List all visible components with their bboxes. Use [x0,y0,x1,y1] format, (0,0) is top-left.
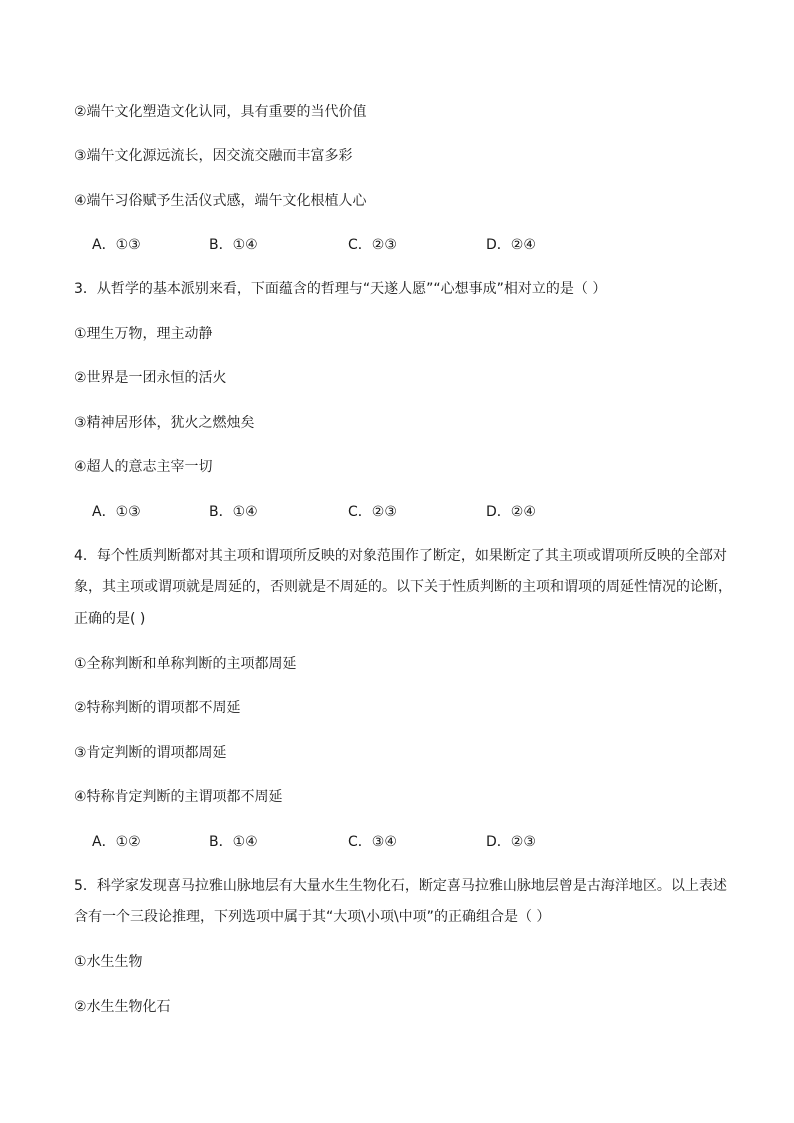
q4-item-2: ②特称判断的谓项都不周延 [74,700,241,716]
q4-stem-line-2: 象，其主项或谓项就是周延的，否则就是不周延的。以下关于性质判断的主项和谓项的周延性情况的论断， [74,579,732,595]
q4-options [92,831,712,853]
q5-item-1: ①水生生物 [74,954,143,970]
q5-item-2: ②水生生物化石 [74,999,171,1015]
q4-option-a: A．①② [92,834,141,850]
q3-options [92,501,712,523]
q4-stem-line-3: 正确的是( ) [74,611,146,627]
q4-option-b: B．①④ [209,834,258,850]
q4-option-c: C．③④ [348,834,397,850]
q3-option-a: A．①③ [92,504,141,520]
q4-stem-line-1: 4．每个性质判断都对其主项和谓项所反映的对象范围作了断定，如果断定了其主项或谓项所反映的全部对 [74,548,727,564]
q5-stem-line-1: 5．科学家发现喜马拉雅山脉地层有大量水生生物化石，断定喜马拉雅山脉地层曾是古海洋地区。以上表述 [74,878,727,894]
q3-item-4: ④超人的意志主宰一切 [74,459,213,475]
q3-option-d: D．②④ [486,504,536,520]
q3-stem: 3．从哲学的基本派别来看，下面蕴含的哲理与“天遂人愿”“心想事成”相对立的是（ ） [74,281,607,297]
q2-option-c: C．②③ [348,237,397,253]
q4-item-3: ③肯定判断的谓项都周延 [74,745,227,761]
q2-item-4: ④端午习俗赋予生活仪式感，端午文化根植人心 [74,193,367,209]
q2-item-2: ②端午文化塑造文化认同，具有重要的当代价值 [74,104,367,120]
q2-options [92,234,712,256]
q2-option-a: A．①③ [92,237,141,253]
q3-item-3: ③精神居形体，犹火之燃烛矣 [74,415,255,431]
q4-option-d: D．②③ [486,834,536,850]
q3-option-b: B．①④ [209,504,258,520]
q2-option-d: D．②④ [486,237,536,253]
q4-item-1: ①全称判断和单称判断的主项都周延 [74,656,297,672]
q5-stem-line-2: 含有一个三段论推理，下列选项中属于其“大项\小项\中项”的正确组合是（ ） [74,909,551,925]
q2-item-3: ③端午文化源远流长，因交流交融而丰富多彩 [74,148,353,164]
q3-item-1: ①理生万物，理主动静 [74,326,213,342]
q3-item-2: ②世界是一团永恒的活火 [74,370,227,386]
q3-option-c: C．②③ [348,504,397,520]
q4-item-4: ④特称肯定判断的主谓项都不周延 [74,789,283,805]
q2-option-b: B．①④ [209,237,258,253]
